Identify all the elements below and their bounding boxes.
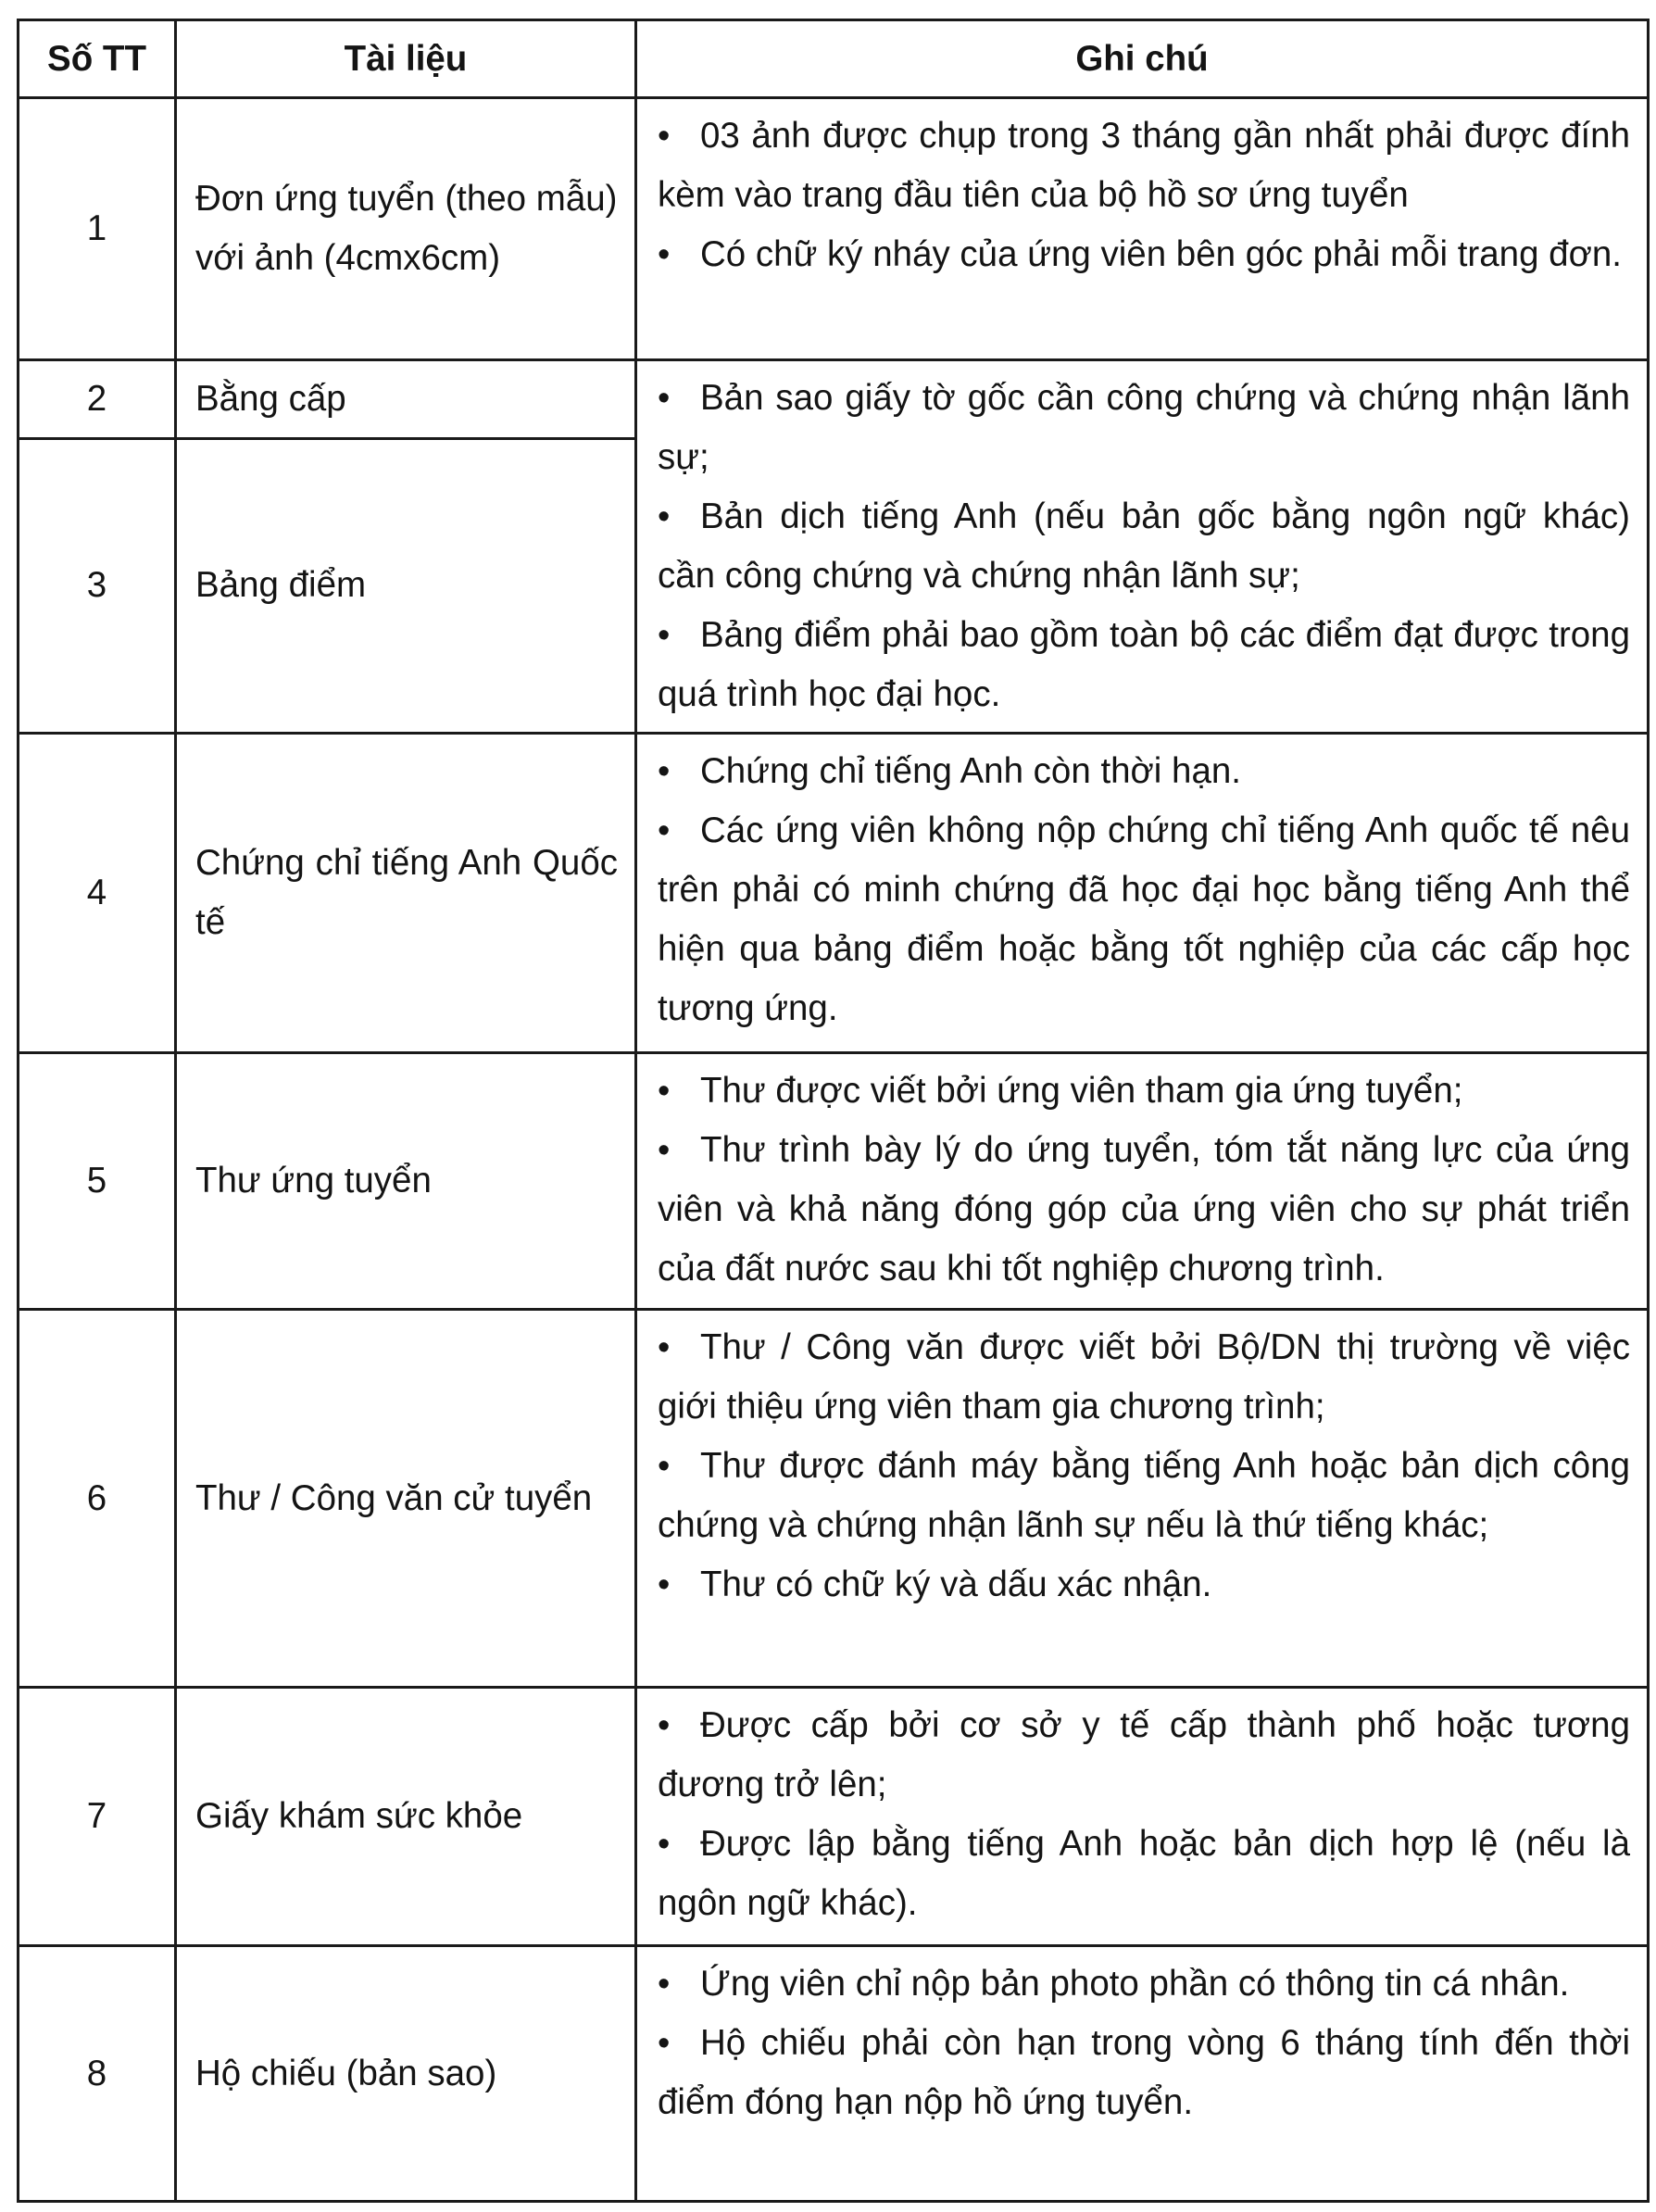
document-name-text: Bảng điểm: [195, 565, 367, 606]
note-item: [658, 1121, 1630, 1299]
header-notes: Ghi chú: [636, 20, 1649, 98]
note-item: [658, 487, 1630, 606]
bullet-icon: •: [658, 811, 671, 850]
bullet-icon: •: [658, 117, 671, 156]
notes-list: [658, 1954, 1630, 2132]
row-number: 5: [19, 1053, 176, 1310]
row-number: 1: [19, 98, 176, 360]
notes-cell: [636, 1310, 1649, 1688]
note-item: [658, 1318, 1630, 1437]
bullet-icon: •: [658, 1328, 671, 1367]
row-number: 8: [19, 1946, 176, 2202]
note-text: Chứng chỉ tiếng Anh còn thời hạn.: [700, 751, 1241, 791]
document-name: [176, 1946, 636, 2202]
note-text: Thư trình bày lý do ứng tuyển, tóm tắt năng lực của ứng viên và khả năng đóng góp của ứng viên cho sự phát triển của đất nước sau khi tốt nghiệp chương trình.: [658, 1130, 1630, 1288]
note-text: Bảng điểm phải bao gồm toàn bộ các điểm đạt được trong quá trình học đại học.: [658, 615, 1630, 714]
bullet-icon: •: [658, 1072, 671, 1111]
notes-list: [658, 369, 1630, 724]
notes-list: [658, 1696, 1630, 1933]
notes-cell: [636, 1053, 1649, 1310]
document-name: [176, 1310, 636, 1688]
note-item: [658, 2014, 1630, 2132]
note-item: [658, 225, 1630, 284]
note-text: Được cấp bởi cơ sở y tế cấp thành phố hoặc tương đương trở lên;: [658, 1705, 1630, 1804]
document-name: [176, 1053, 636, 1310]
bullet-icon: •: [658, 1706, 671, 1745]
bullet-icon: •: [658, 1565, 671, 1604]
document-name: [176, 734, 636, 1053]
bullet-icon: •: [658, 616, 671, 655]
notes-list: [658, 1318, 1630, 1615]
table-row: [19, 1053, 1649, 1310]
notes-cell: [636, 734, 1649, 1053]
document-name-text: Chứng chỉ tiếng Anh Quốc tế: [195, 843, 618, 942]
bullet-icon: •: [658, 1965, 671, 2004]
notes-cell-shared: [636, 360, 1649, 734]
table-row: [19, 360, 1649, 439]
document-name-text: Đơn ứng tuyển (theo mẫu) với ảnh (4cmx6cm): [195, 179, 618, 278]
note-text: Thư được viết bởi ứng viên tham gia ứng tuyển;: [700, 1071, 1463, 1111]
table-header-row: [19, 20, 1649, 98]
document-name-text: Thư ứng tuyển: [195, 1161, 432, 1200]
note-item: [658, 107, 1630, 225]
note-text: Có chữ ký nháy của ứng viên bên góc phải mỗi trang đơn.: [700, 234, 1622, 274]
bullet-icon: •: [658, 1447, 671, 1486]
bullet-icon: •: [658, 497, 671, 536]
document-name-text: Giấy khám sức khỏe: [195, 1796, 523, 1836]
header-no: Số TT: [19, 20, 176, 98]
note-item: [658, 1555, 1630, 1615]
document-name-text: Thư / Công văn cử tuyển: [195, 1477, 593, 1518]
row-number: 6: [19, 1310, 176, 1688]
note-text: Thư được đánh máy bằng tiếng Anh hoặc bản dịch công chứng và chứng nhận lãnh sự nếu là thứ tiếng khác;: [658, 1446, 1630, 1545]
notes-cell: [636, 98, 1649, 360]
note-text: 03 ảnh được chụp trong 3 tháng gần nhất phải được đính kèm vào trang đầu tiên của bộ hồ sơ ứng tuyển: [658, 116, 1630, 215]
documents-table: [17, 19, 1650, 2203]
document-name: [176, 1688, 636, 1946]
bullet-icon: •: [658, 1131, 671, 1170]
note-item: [658, 1696, 1630, 1815]
row-number: 7: [19, 1688, 176, 1946]
bullet-icon: •: [658, 1825, 671, 1864]
document-name: [176, 438, 636, 733]
notes-cell: [636, 1946, 1649, 2202]
notes-list: [658, 107, 1630, 284]
notes-list: [658, 742, 1630, 1038]
table-row: [19, 98, 1649, 360]
bullet-icon: •: [658, 752, 671, 791]
note-item: [658, 801, 1630, 1038]
note-text: Bản sao giấy tờ gốc cần công chứng và chứng nhận lãnh sự;: [658, 378, 1630, 477]
notes-cell: [636, 1688, 1649, 1946]
bullet-icon: •: [658, 2024, 671, 2063]
note-item: [658, 1954, 1630, 2014]
document-name: [176, 360, 636, 439]
table-row: [19, 1946, 1649, 2202]
note-item: [658, 369, 1630, 487]
row-number: 3: [19, 438, 176, 733]
table-row: [19, 1310, 1649, 1688]
document-name: [176, 98, 636, 360]
notes-list: [658, 1062, 1630, 1299]
note-text: Các ứng viên không nộp chứng chỉ tiếng Anh quốc tế nêu trên phải có minh chứng đã học đại học bằng tiếng Anh thể hiện qua bảng điểm hoặc bằng tốt nghiệp của các cấp học tương ứng.: [658, 811, 1630, 1028]
note-text: Bản dịch tiếng Anh (nếu bản gốc bằng ngôn ngữ khác) cần công chứng và chứng nhận lãnh sự;: [658, 496, 1630, 596]
note-text: Ứng viên chỉ nộp bản photo phần có thông tin cá nhân.: [700, 1964, 1570, 2004]
note-text: Được lập bằng tiếng Anh hoặc bản dịch hợp lệ (nếu là ngôn ngữ khác).: [658, 1824, 1630, 1923]
row-number: 4: [19, 734, 176, 1053]
note-text: Thư / Công văn được viết bởi Bộ/DN thị trường về việc giới thiệu ứng viên tham gia chương trình;: [658, 1327, 1630, 1426]
note-text: Thư có chữ ký và dấu xác nhận.: [700, 1565, 1212, 1604]
note-item: [658, 1437, 1630, 1555]
table-row: [19, 1688, 1649, 1946]
note-item: [658, 1062, 1630, 1121]
note-item: [658, 606, 1630, 724]
note-item: [658, 742, 1630, 801]
bullet-icon: •: [658, 235, 671, 274]
document-name-text: Bằng cấp: [195, 378, 346, 419]
row-number: 2: [19, 360, 176, 439]
note-text: Hộ chiếu phải còn hạn trong vòng 6 tháng tính đến thời điểm đóng hạn nộp hồ ứng tuyển.: [658, 2023, 1630, 2122]
bullet-icon: •: [658, 379, 671, 418]
document-name-text: Hộ chiếu (bản sao): [195, 2053, 497, 2093]
table-row: [19, 734, 1649, 1053]
header-document: Tài liệu: [176, 20, 636, 98]
note-item: [658, 1815, 1630, 1933]
